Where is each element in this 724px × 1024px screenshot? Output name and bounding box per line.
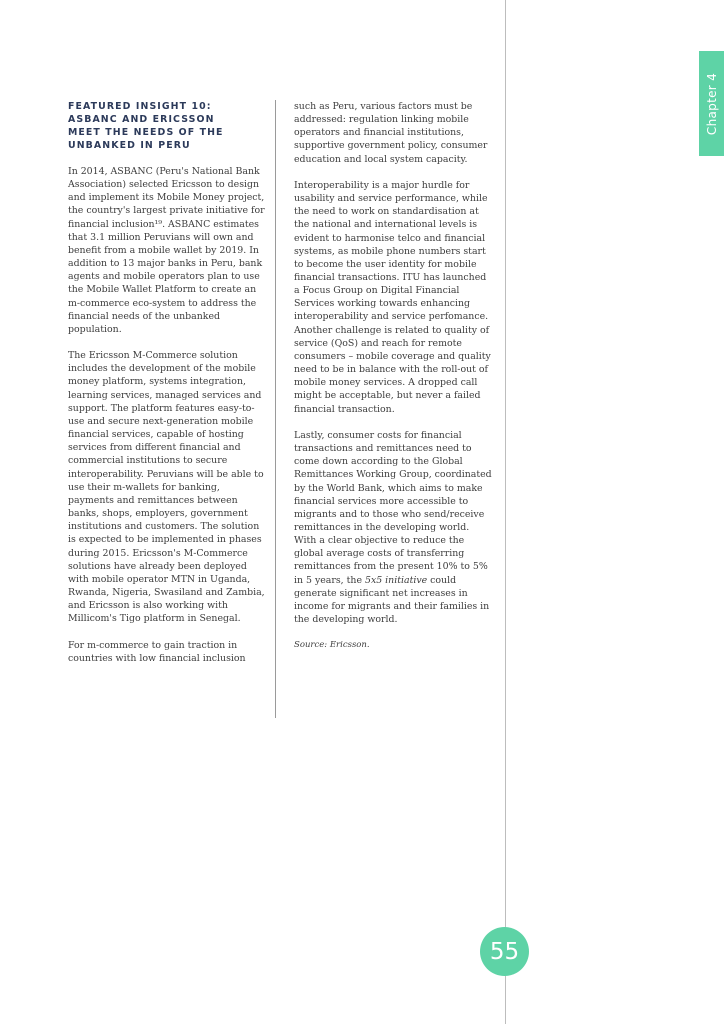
initiative-emphasis: 5x5 initiative: [364, 574, 428, 586]
heading-line: FEATURED INSIGHT 10:: [68, 101, 212, 112]
page-divider-line: [505, 0, 506, 1024]
insight-heading: [68, 100, 268, 152]
left-column: [68, 100, 268, 678]
body-paragraph: The Ericsson M-Commerce solution includes the development of the mobile money platform, systems integration, learning services, managed services and support. The platform features easy-to-use and secure next-generation mobile financial services, capable of hosting services from different financial and commercial institutions to secure interoperability. Peruvians will be able to use their m-wallets for banking, payments and remittances between banks, shops, employers, government institutions and customers. The solution is expected to be implemented in phases during 2015. Ericsson's M-Commerce solutions have already been deployed with mobile operator MTN in Uganda, Rwanda, Nigeria, Swasiland and Zambia, and Ericsson is also working with Millicom's Tigo platform in Senegal.: [68, 350, 265, 625]
body-paragraph-final: [294, 429, 492, 626]
chapter-tab: [699, 51, 724, 156]
column-divider-line: [275, 100, 276, 718]
page-number-badge: [480, 927, 529, 976]
body-paragraph: For m-commerce to gain traction in countries with low financial inclusion: [68, 639, 246, 664]
final-text-after: could generate significant net increases in income for migrants and their families in the developing world.: [294, 574, 490, 626]
chapter-tab-label: Chapter 4: [704, 72, 719, 135]
page-number: 55: [489, 938, 520, 965]
body-paragraph: such as Peru, various factors must be addressed: regulation linking mobile operators and financial institutions, supportive government policy, consumer education and local system capacity.: [294, 101, 488, 165]
body-paragraph: In 2014, ASBANC (Peru's National Bank Association) selected Ericsson to design and implement its Mobile Money project, the country's largest private initiative for financial inclusion¹⁹. ASBANC estimates that 3.1 million Peruvians will own and benefit from a mobile wallet by 2019. In addition to 13 major banks in Peru, bank agents and mobile operators plan to use the Mobile Wallet Platform to create an m-commerce eco-system to address the financial needs of the unbanked population.: [68, 166, 265, 335]
body-paragraph: Interoperability is a major hurdle for usability and service performance, while the need to work on standardisation at the national and international levels is evident to harmonise telco and financial systems, as mobile phone numbers start to become the user identity for mobile financial transactions. ITU has launched a Focus Group on Digital Financial Services working towards enhancing interoperability and service perfomance. Another challenge is related to quality of service (QoS) and reach for remote consumers – mobile coverage and quality need to be in balance with the roll-out of mobile money services. A dropped call might be acceptable, but never a failed financial transaction.: [294, 179, 491, 415]
right-column: [294, 100, 492, 666]
source-note: Source: Ericsson.: [294, 640, 370, 651]
heading-line: ASBANC AND ERICSSON: [68, 114, 215, 125]
final-text-before: Lastly, consumer costs for financial transactions and remittances need to come down according to the Global Remittances Working Group, coordinated by the World Bank, which aims to make financial services more accessible to migrants and to those who send/receive remittances in the developing world. With a clear objective to reduce the global average costs of transferring remittances from the present 10% to 5% in 5 years, the: [294, 429, 492, 586]
heading-line: MEET THE NEEDS OF THE: [68, 127, 224, 138]
heading-line: UNBANKED IN PERU: [68, 140, 191, 151]
